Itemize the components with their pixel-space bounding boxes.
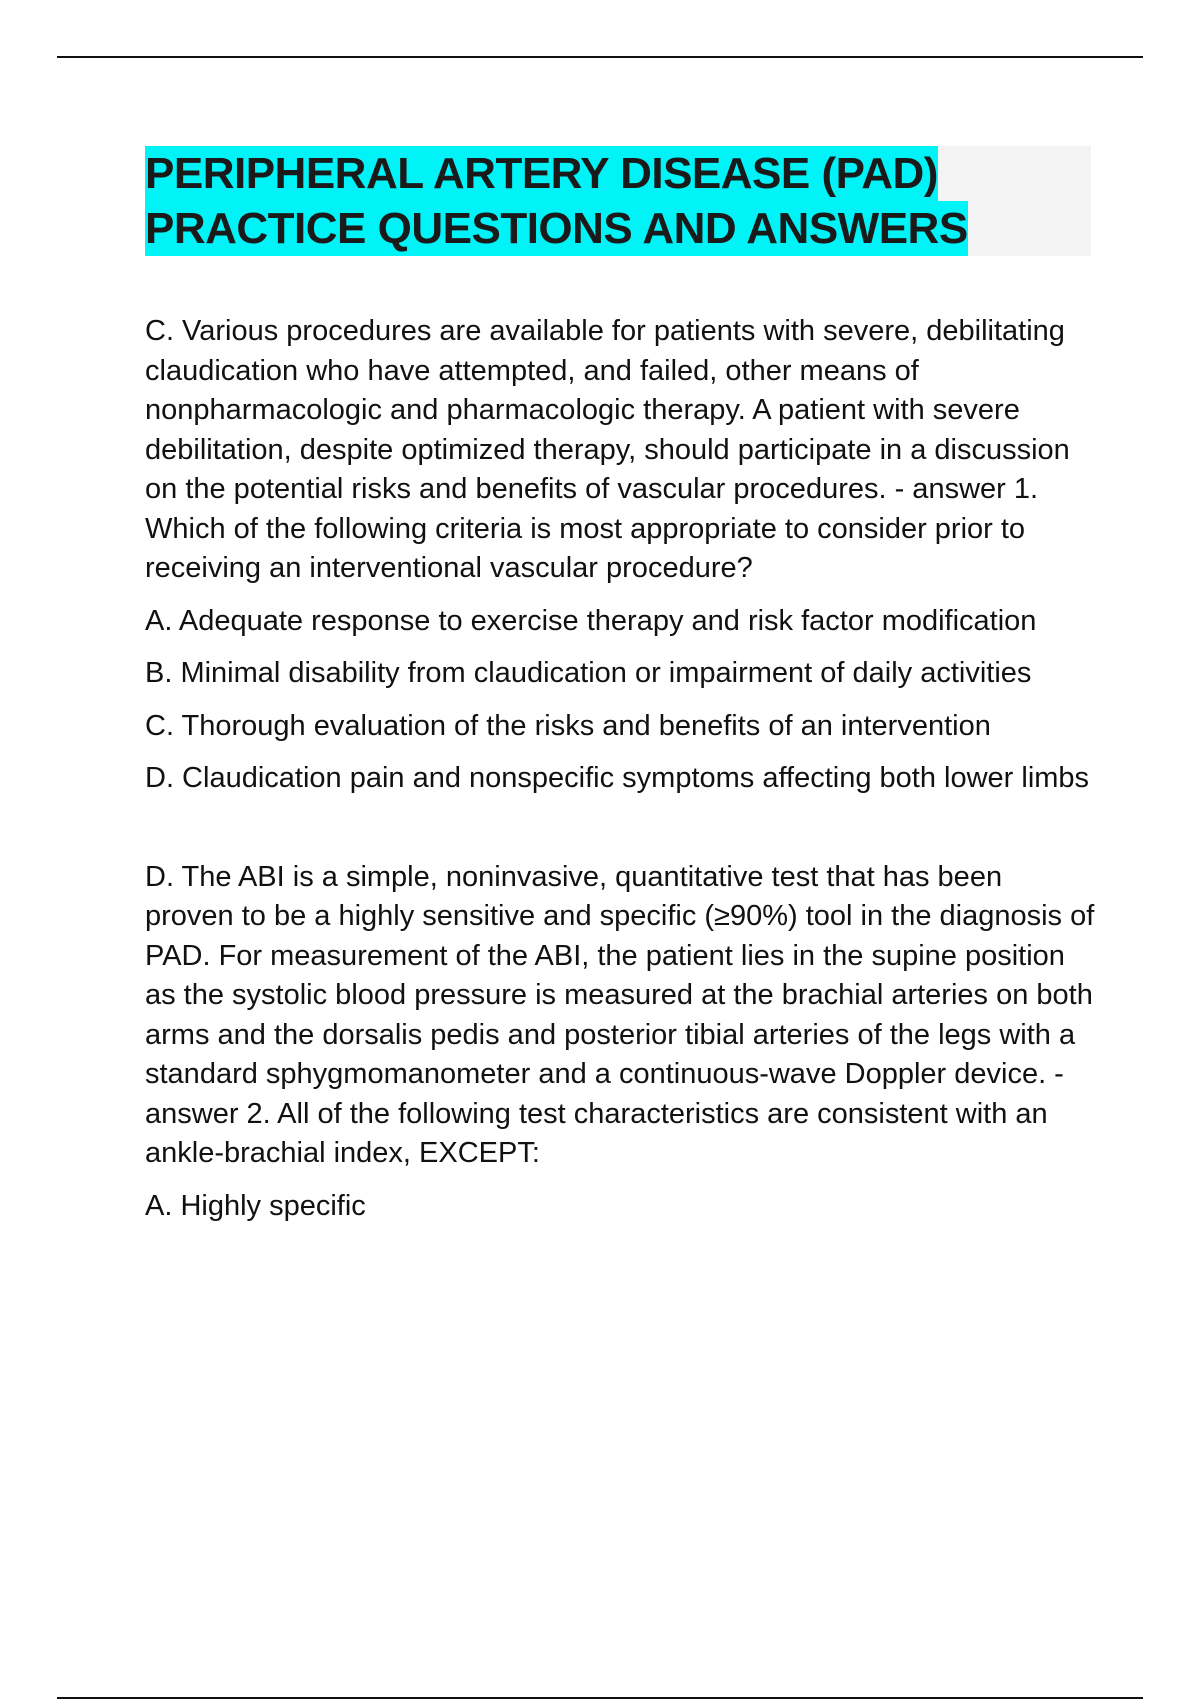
question-1-answer-and-prompt: C. Various procedures are available for patients with severe, debilitating claudication who have attempted, and failed, other means of nonpharmacologic and pharmacologic therapy. A patient with severe debilitation, despite optimized therapy, should participate in a discussion on the potential risks and benefits of vascular procedures. - answer 1. Which of the following criteria is most appropriate to consider prior to receiving an interventional vascular procedure?: [145, 315, 1070, 584]
question-1-option-b: B. Minimal disability from claudication or impairment of daily activities: [145, 657, 1032, 689]
title-line-2: PRACTICE QUESTIONS AND ANSWERS: [145, 201, 968, 256]
title-line-1: PERIPHERAL ARTERY DISEASE (PAD): [145, 146, 938, 201]
question-1-option-a: A. Adequate response to exercise therapy and risk factor modification: [145, 604, 1037, 637]
question-block-2: [145, 858, 1095, 1227]
question-2-option-a: A. Highly specific: [145, 1189, 366, 1222]
bottom-divider: [57, 1697, 1143, 1699]
question-1-option-d: D. Claudication pain and nonspecific symptoms affecting both lower limbs: [145, 762, 1090, 794]
question-1-option-c: C. Thorough evaluation of the risks and benefits of an intervention: [145, 709, 991, 742]
document-title: [145, 146, 1091, 256]
question-block-1: [145, 312, 1095, 799]
question-2-answer-and-prompt: D. The ABI is a simple, noninvasive, quantitative test that has been proven to be a highly sensitive and specific (≥90%) tool in the diagnosis of PAD. For measurement of the ABI, the patient lies in the supine position as the systolic blood pressure is measured at the brachial arteries on both arms and the dorsalis pedis and posterior tibial arteries of the legs with a standard sphygmomanometer and a continuous-wave Doppler device. - answer 2. All of the following test characteristics are consistent with an ankle-brachial index, EXCEPT:: [145, 860, 1095, 1169]
top-divider: [57, 56, 1143, 58]
document-body: [145, 312, 1095, 1239]
question-spacer: [145, 812, 1095, 858]
